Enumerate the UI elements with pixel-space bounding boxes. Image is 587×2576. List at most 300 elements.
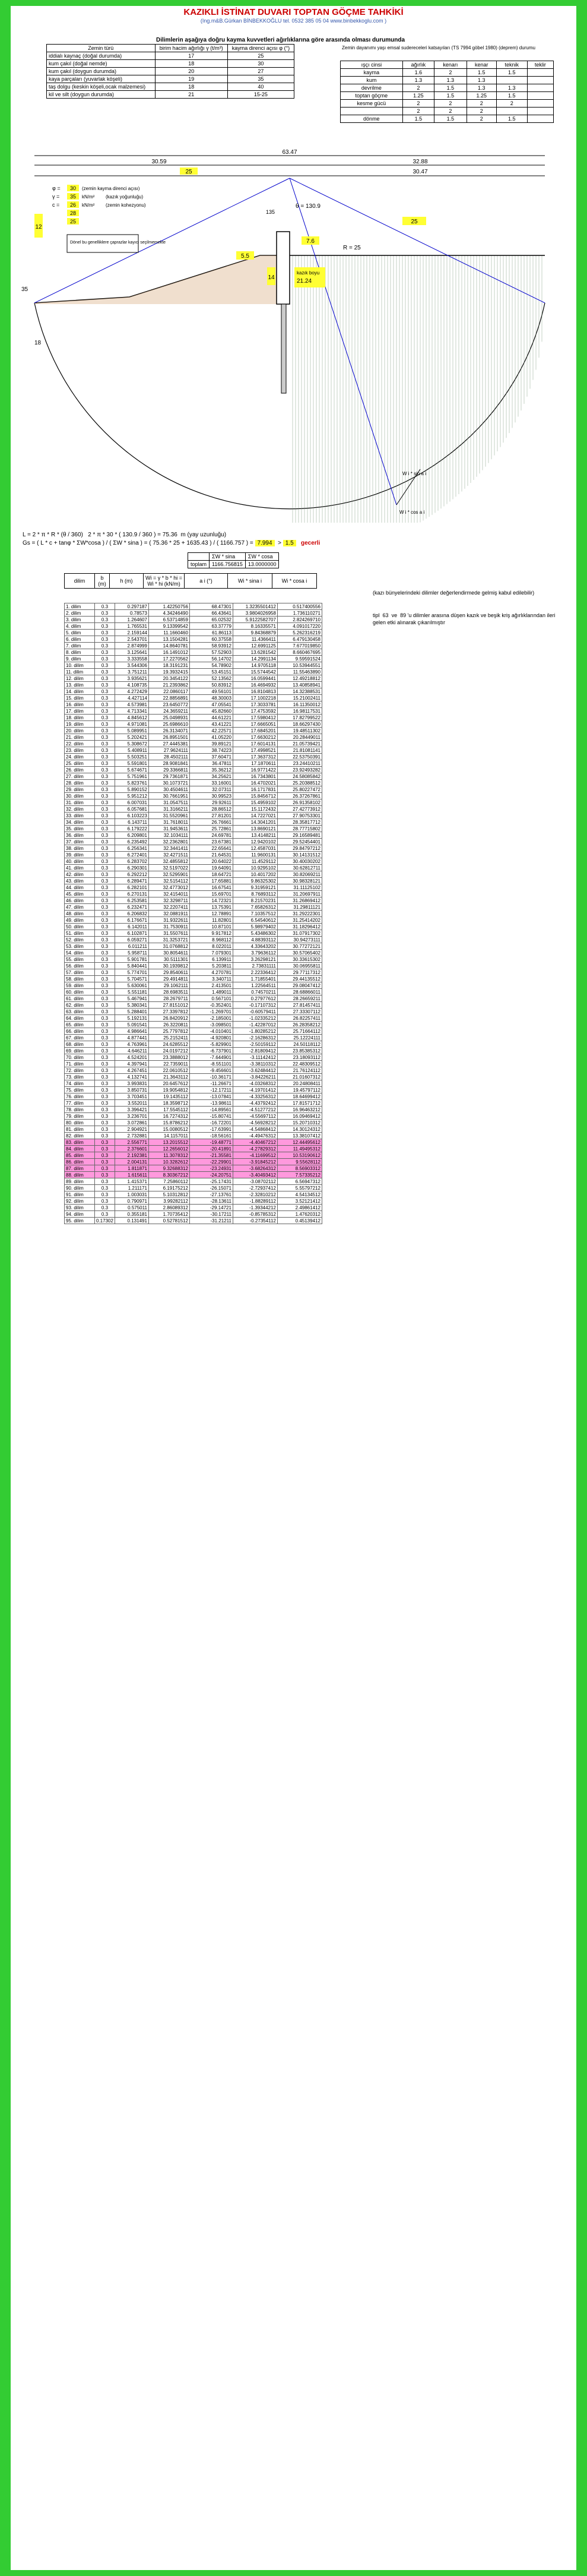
slice-cell-6: 0.45139412 (277, 1218, 322, 1224)
slice-cell-1: 0.17302 (95, 1218, 115, 1224)
slice-cell-4: -13.98611 (189, 1100, 233, 1107)
slice-cell-5: -2.72937412 (233, 1185, 277, 1191)
table-row (65, 976, 322, 982)
coef-cell: kum (341, 77, 403, 84)
slice-cell-0: 93. dilim (65, 1205, 95, 1211)
table-row (65, 773, 322, 780)
coef-cell: 1.25 (402, 92, 434, 100)
slice-cell-0: 30. dilim (65, 793, 95, 799)
slice-cell-2: 1.415371 (115, 1178, 148, 1185)
slice-cell-2: 6.057681 (115, 806, 148, 813)
slice-cell-1: 0.3 (95, 1080, 115, 1087)
slice-cell-1: 0.3 (95, 1113, 115, 1120)
slice-cell-5: 4.33643202 (233, 943, 277, 950)
summary-empty (188, 553, 210, 561)
slice-cell-6: 16.09469412 (277, 1113, 322, 1120)
side-note-text: 'u dilimler arasına düşen kazık ve beşik kriş ağırlıklarından ileri gelen etki alınarak çıkarılmıştır (373, 612, 556, 625)
slice-cell-4: -8.551101 (189, 1061, 233, 1067)
table-row (65, 963, 322, 969)
slice-cell-0: 2. dilim (65, 610, 95, 617)
slice-cell-5: -3.38110312 (233, 1061, 277, 1067)
slice-cell-3: 26.8420912 (148, 1015, 189, 1022)
slice-cell-5: 17.6845201 (233, 728, 277, 734)
slice-cell-1: 0.3 (95, 858, 115, 865)
slice-cell-4: 22.65641 (189, 845, 233, 852)
summary-head-sin: ΣW * sina (210, 553, 246, 561)
table-row (65, 924, 322, 930)
slice-cell-6: 30.62812711 (277, 865, 322, 871)
slice-cell-1: 0.3 (95, 799, 115, 806)
slice-cell-0: 49. dilim (65, 917, 95, 924)
coef-cell (341, 108, 403, 115)
slice-cell-4: 18.64721 (189, 871, 233, 878)
slice-cell-2: 3.236701 (115, 1113, 148, 1120)
slice-cell-0: 3. dilim (65, 617, 95, 623)
slice-cell-2: 0.355181 (115, 1211, 148, 1218)
slice-cell-1: 0.3 (95, 897, 115, 904)
page-subtitle: (Ing.m&B.Gürkan BİNBEKKOĞLU tel. 0532 385 05 04 www.binbekkoglu.com ) (200, 18, 387, 24)
slice-cell-5: -3.91845212 (233, 1159, 277, 1165)
slice-cell-5: 5.9122582707 (233, 617, 277, 623)
coef-cell: 2 (496, 100, 527, 108)
slice-cell-2: 2.192381 (115, 1152, 148, 1159)
slice-cell-4: 44.61221 (189, 715, 233, 721)
slice-cell-3: 13.2015512 (148, 1139, 189, 1146)
table-row (65, 989, 322, 995)
slice-cell-0: 19. dilim (65, 721, 95, 728)
slice-cell-3: 24.3659211 (148, 708, 189, 715)
table-row (65, 1028, 322, 1035)
slice-cell-4: 10.87101 (189, 924, 233, 930)
slice-cell-3: 15.0080512 (148, 1126, 189, 1133)
slice-cell-1: 0.3 (95, 630, 115, 636)
coef-cell (527, 100, 553, 108)
slice-cell-0: 89. dilim (65, 1178, 95, 1185)
slice-cell-3: 26.8951501 (148, 734, 189, 741)
slice-cell-4: 58.93912 (189, 643, 233, 649)
table-row (65, 610, 322, 617)
coef-cell: 2 (434, 100, 467, 108)
slice-cell-0: 38. dilim (65, 845, 95, 852)
table-row (65, 715, 322, 721)
slice-cell-0: 7. dilim (65, 643, 95, 649)
slice-cell-5: 11.9600131 (233, 852, 277, 858)
summary-table (188, 552, 279, 568)
slice-cell-6: 31.29222301 (277, 911, 322, 917)
slice-cell-1: 0.3 (95, 1035, 115, 1041)
slice-cell-6: 13.38107412 (277, 1133, 322, 1139)
table-row (65, 1152, 322, 1159)
slice-cell-6: 18.66297430 (277, 721, 322, 728)
slice-cell-5: -4.56928212 (233, 1120, 277, 1126)
slice-cell-3: 23.3888012 (148, 1054, 189, 1061)
table-row (65, 937, 322, 943)
slice-cell-1: 0.3 (95, 1041, 115, 1048)
slice-table-header (64, 573, 317, 589)
coef-cell: 1.6 (402, 69, 434, 77)
slice-cell-2: 6.235492 (115, 839, 148, 845)
table-row (65, 741, 322, 747)
table-row (65, 760, 322, 767)
slice-lines (293, 255, 542, 523)
formula-l-b: 2 * π * 30 * ( 130.9 / 360 ) = 75.36 (88, 532, 177, 538)
slice-cell-6: 24.50118112 (277, 1041, 322, 1048)
slice-cell-1: 0.3 (95, 937, 115, 943)
slice-cell-4: 50.83912 (189, 682, 233, 688)
slice-cell-0: 55. dilim (65, 956, 95, 963)
slice-cell-2: 6.272401 (115, 852, 148, 858)
slice-cell-3: 18.3191231 (148, 662, 189, 669)
coef-cell (527, 92, 553, 100)
table-row (65, 956, 322, 963)
coef-cell: 2 (402, 100, 434, 108)
slice-cell-3: 29.4914811 (148, 976, 189, 982)
slice-cell-0: 10. dilim (65, 662, 95, 669)
table-row (65, 852, 322, 858)
slice-cell-2: 2.556771 (115, 1139, 148, 1146)
table-row (65, 1061, 322, 1067)
slice-cell-0: 13. dilim (65, 682, 95, 688)
slice-cell-2: 5.192131 (115, 1015, 148, 1022)
slice-cell-4: -4.920801 (189, 1035, 233, 1041)
slice-cell-3: 27.3397812 (148, 1009, 189, 1015)
slice-cell-3: 21.3643112 (148, 1074, 189, 1080)
slice-cell-2: 5.840441 (115, 963, 148, 969)
slice-cell-4: 11.82801 (189, 917, 233, 924)
table-row (65, 701, 322, 708)
table-row (65, 780, 322, 786)
slice-cell-5: 17.6630212 (233, 734, 277, 741)
slice-cell-5: 11.4366411 (233, 636, 277, 643)
depth: 5.5 (241, 253, 249, 260)
slice-cell-2: 6.179222 (115, 826, 148, 832)
slice-cell-4: 7.079301 (189, 950, 233, 956)
table-row (65, 1133, 322, 1139)
slice-cell-6: 30.14131512 (277, 852, 322, 858)
slice-cell-2: 6.289471 (115, 878, 148, 884)
slice-cell-0: 81. dilim (65, 1126, 95, 1133)
slice-cell-3: 6.19175212 (148, 1185, 189, 1191)
slice-cell-1: 0.3 (95, 1002, 115, 1009)
coef-cell: 1.3 (467, 77, 496, 84)
slice-cell-1: 0.3 (95, 995, 115, 1002)
slice-cell-6: 0.517400556 (277, 603, 322, 610)
slice-cell-3: 30.4504611 (148, 786, 189, 793)
slice-cell-6: 27.90753301 (277, 813, 322, 819)
g-label: γ = (52, 194, 60, 200)
slice-cell-0: 65. dilim (65, 1022, 95, 1028)
slice-cell-4: 38.74223 (189, 747, 233, 754)
summary-row-label: toplam (188, 561, 210, 568)
summary-sum-cos: 13.0000000 (245, 561, 279, 568)
slice-cell-6: 26.37267861 (277, 793, 322, 799)
slice-cell-1: 0.3 (95, 924, 115, 930)
slice-cell-5: 14.7227021 (233, 813, 277, 819)
slice-cell-4: 37.60471 (189, 754, 233, 760)
slice-cell-5: -4.11699512 (233, 1152, 277, 1159)
slice-cell-6: 20.24808411 (277, 1080, 322, 1087)
coef-cell: 2 (434, 108, 467, 115)
slice-cell-1: 0.3 (95, 1172, 115, 1178)
slice-cell-5: 17.1870611 (233, 760, 277, 767)
slice-cell-6: 18.64699412 (277, 1093, 322, 1100)
slice-cell-4: 32.07311 (189, 786, 233, 793)
slice-cell-3: 19.1435112 (148, 1093, 189, 1100)
slice-cell-1: 0.3 (95, 754, 115, 760)
table-row (65, 930, 322, 937)
slice-cell-5: 2.73831111 (233, 963, 277, 969)
slice-cell-1: 0.3 (95, 1152, 115, 1159)
table-row (65, 688, 322, 695)
slice-cell-3: 16.1491012 (148, 649, 189, 656)
slice-cell-4: 27.81201 (189, 813, 233, 819)
slice-cell-1: 0.3 (95, 806, 115, 813)
slice-cell-5: 15.4959102 (233, 799, 277, 806)
slice-cell-0: 42. dilim (65, 871, 95, 878)
c-desc: (zemin kohezyonu) (106, 203, 146, 208)
slice-cell-3: 31.3253721 (148, 937, 189, 943)
coef-cell: toptan göçme (341, 92, 403, 100)
slice-cell-6: 9.55628112 (277, 1159, 322, 1165)
slice-cell-5: 9.31959121 (233, 884, 277, 891)
coef-cell (496, 77, 527, 84)
slice-cell-3: 3.99282112 (148, 1198, 189, 1205)
slip-arc (34, 303, 545, 509)
table-row (65, 845, 322, 852)
slice-cell-6: 5.55797212 (277, 1185, 322, 1191)
slice-cell-3: 1.42250756 (148, 603, 189, 610)
table-row (65, 617, 322, 623)
slice-cell-4: -18.56161 (189, 1133, 233, 1139)
slice-cell-1: 0.3 (95, 649, 115, 656)
slice-cell-6: 31.07917302 (277, 930, 322, 937)
slice-cell-2: 4.971081 (115, 721, 148, 728)
slice-cell-1: 0.3 (95, 956, 115, 963)
table-row (65, 1100, 322, 1107)
slice-cell-3: 27.8151012 (148, 1002, 189, 1009)
slice-cell-6: 2.49861412 (277, 1205, 322, 1211)
slice-cell-0: 95. dilim (65, 1218, 95, 1224)
slice-cell-6: 26.91358102 (277, 799, 322, 806)
slice-cell-3: 26.3134071 (148, 728, 189, 734)
slice-cell-3: 29.8540611 (148, 969, 189, 976)
table-row (65, 917, 322, 924)
table-row (65, 1198, 322, 1205)
slice-cell-6: 25.12224111 (277, 1035, 322, 1041)
slice-cell-6: 21.05739421 (277, 741, 322, 747)
note-text: Dönel bu genelliklere çaprazlar kayıcı seçilmemekte (70, 241, 166, 245)
slice-cell-3: 21.2393862 (148, 682, 189, 688)
slice-cell-2: 4.877441 (115, 1035, 148, 1041)
slice-cell-5: 0.74570211 (233, 989, 277, 995)
slice-cell-2: 0.790971 (115, 1198, 148, 1205)
slice-cell-2: 6.143711 (115, 819, 148, 826)
slice-cell-5: -1.02335212 (233, 1015, 277, 1022)
table-row (65, 1113, 322, 1120)
slice-cell-5: -1.88289112 (233, 1198, 277, 1205)
slice-cell-2: 0.575011 (115, 1205, 148, 1211)
slice-cell-3: 30.1073721 (148, 780, 189, 786)
slice-cell-5: 17.3637312 (233, 754, 277, 760)
slice-cell-4: 57.52903 (189, 649, 233, 656)
slice-cell-2: 5.630061 (115, 982, 148, 989)
table-row (65, 662, 322, 669)
slice-cell-1: 0.3 (95, 721, 115, 728)
slice-cell-3: 2.86089312 (148, 1205, 189, 1211)
slice-cell-3: 31.9322611 (148, 917, 189, 924)
radius-label: R = 25 (343, 245, 361, 251)
slice-cell-1: 0.3 (95, 1100, 115, 1107)
slice-cell-2: 6.256341 (115, 845, 148, 852)
table-row (65, 1178, 322, 1185)
slice-cell-1: 0.3 (95, 865, 115, 871)
slice-cell-1: 0.3 (95, 1067, 115, 1074)
slice-cell-3: 8.30367212 (148, 1172, 189, 1178)
slice-cell-4: 47.05541 (189, 701, 233, 708)
slice-cell-4: 25.72861 (189, 826, 233, 832)
slice-cell-5: 16.7343801 (233, 773, 277, 780)
slice-cell-4: -1.269701 (189, 1009, 233, 1015)
slice-cell-4: 8.968112 (189, 937, 233, 943)
slice-cell-5: 16.0599441 (233, 675, 277, 682)
slice-cell-1: 0.3 (95, 943, 115, 950)
slice-cell-4: 53.45151 (189, 669, 233, 675)
slice-cell-5: 17.3033781 (233, 701, 277, 708)
slice-cell-6: 4.54134512 (277, 1191, 322, 1198)
slice-cell-5: -2.81809412 (233, 1048, 277, 1054)
slice-cell-2: 6.253581 (115, 897, 148, 904)
slice-cell-0: 75. dilim (65, 1087, 95, 1093)
soil-row (47, 60, 294, 68)
slice-cell-4: 26.76661 (189, 819, 233, 826)
slice-cell-1: 0.3 (95, 904, 115, 911)
dim-total: 63.47 (282, 149, 297, 156)
table-row (65, 1120, 322, 1126)
slice-cell-5: 0.27977612 (233, 995, 277, 1002)
table-row (65, 865, 322, 871)
table-row (65, 1022, 322, 1028)
slice-cell-4: 12.78891 (189, 911, 233, 917)
soil-header-gamma: birim hacim ağırlığı γ (t/m³) (155, 45, 227, 52)
slice-cell-6: 14.32388531 (277, 688, 322, 695)
coef-cell: 1.5 (496, 69, 527, 77)
slice-cell-5: 13.8690121 (233, 826, 277, 832)
table-row (65, 1146, 322, 1152)
slice-cell-0: 73. dilim (65, 1074, 95, 1080)
slice-cell-6: 23.85385312 (277, 1048, 322, 1054)
slice-cell-2: 5.202421 (115, 734, 148, 741)
slice-cell-6: 2.824269710 (277, 617, 322, 623)
slice-cell-2: 6.232471 (115, 904, 148, 911)
slice-cell-3: 4.34246490 (148, 610, 189, 617)
slice-cell-2: 3.751211 (115, 669, 148, 675)
table-row (65, 1035, 322, 1041)
slice-cell-1: 0.3 (95, 1191, 115, 1198)
slice-cell-3: 20.6457612 (148, 1080, 189, 1087)
slice-cell-5: 12.6991125 (233, 643, 277, 649)
slice-cell-1: 0.3 (95, 793, 115, 799)
slice-cell-0: 20. dilim (65, 728, 95, 734)
slice-cell-3: 32.4855812 (148, 858, 189, 865)
slice-cell-2: 6.206832 (115, 911, 148, 917)
slice-cell-1: 0.3 (95, 891, 115, 897)
slice-cell-0: 52. dilim (65, 937, 95, 943)
slice-cell-4: 3.340711 (189, 976, 233, 982)
slice-cell-5: -2.50159112 (233, 1041, 277, 1048)
table-row (65, 858, 322, 865)
th-a: a i (°) (185, 574, 228, 589)
slice-cell-3: 32.4154011 (148, 891, 189, 897)
slice-cell-1: 0.3 (95, 695, 115, 701)
slice-cell-6: 30.33615302 (277, 956, 322, 963)
slice-cell-2: 1.811871 (115, 1165, 148, 1172)
table-row (65, 630, 322, 636)
slice-cell-3: 32.5295901 (148, 871, 189, 878)
formula-line-1 (23, 532, 226, 538)
slice-cell-6: 31.11125102 (277, 884, 322, 891)
slice-cell-6: 21.81081141 (277, 747, 322, 754)
slice-cell-5: 1.3235501412 (233, 603, 277, 610)
slice-cell-3: 11.3078312 (148, 1152, 189, 1159)
slice-cell-1: 0.3 (95, 603, 115, 610)
formula-l-a: L = 2 * π * R * (θ / 360) (23, 532, 83, 538)
table-row (65, 1041, 322, 1048)
slice-cell-2: 4.713341 (115, 708, 148, 715)
slice-cell-4: -28.13611 (189, 1198, 233, 1205)
coef-cell: 1.3 (496, 84, 527, 92)
slice-cell-6: 15.21002411 (277, 695, 322, 701)
slice-cell-1: 0.3 (95, 852, 115, 858)
slice-cell-3: 28.9081841 (148, 760, 189, 767)
slice-cell-4: 56.14702 (189, 656, 233, 662)
slice-cell-4: -14.89561 (189, 1107, 233, 1113)
slice-cell-3: 31.7618011 (148, 819, 189, 826)
soil-cell-gamma: 18 (155, 60, 227, 68)
slice-cell-0: 69. dilim (65, 1048, 95, 1054)
slice-cell-0: 24. dilim (65, 754, 95, 760)
table-row (65, 1067, 322, 1074)
soil-cell-gamma: 20 (155, 68, 227, 75)
slice-cell-3: 18.3598712 (148, 1100, 189, 1107)
table-row (65, 1009, 322, 1015)
slice-cell-4: 23.67381 (189, 839, 233, 845)
slice-cell-6: 16.11350012 (277, 701, 322, 708)
slice-cell-1: 0.3 (95, 969, 115, 976)
th-w: Wi = γ * b * hi = Wi * hi (kN/m) (144, 574, 185, 589)
slice-cell-1: 0.3 (95, 656, 115, 662)
slice-cell-6: 16.98117531 (277, 708, 322, 715)
slice-cell-0: 86. dilim (65, 1159, 95, 1165)
slice-cell-3: 32.1034111 (148, 832, 189, 839)
slice-cell-4: 28.86512 (189, 806, 233, 813)
th-dilim: dilim (65, 574, 95, 589)
slice-cell-0: 66. dilim (65, 1028, 95, 1035)
slice-cell-6: 28.35817712 (277, 819, 322, 826)
slice-cell-0: 46. dilim (65, 897, 95, 904)
slice-cell-2: 6.270131 (115, 891, 148, 897)
slice-cell-4: 66.43641 (189, 610, 233, 617)
slice-cell-0: 21. dilim (65, 734, 95, 741)
slice-cell-5: 17.4753592 (233, 708, 277, 715)
slice-cell-2: 6.102871 (115, 930, 148, 937)
slice-cell-2: 4.986641 (115, 1028, 148, 1035)
phi-desc: (zemin kayma direnci açısı) (82, 186, 140, 191)
slice-cell-0: 18. dilim (65, 715, 95, 721)
slice-cell-4: 39.89121 (189, 741, 233, 747)
slice-cell-4: 52.13562 (189, 675, 233, 682)
table-row (65, 643, 322, 649)
slice-cell-2: 3.544306 (115, 662, 148, 669)
